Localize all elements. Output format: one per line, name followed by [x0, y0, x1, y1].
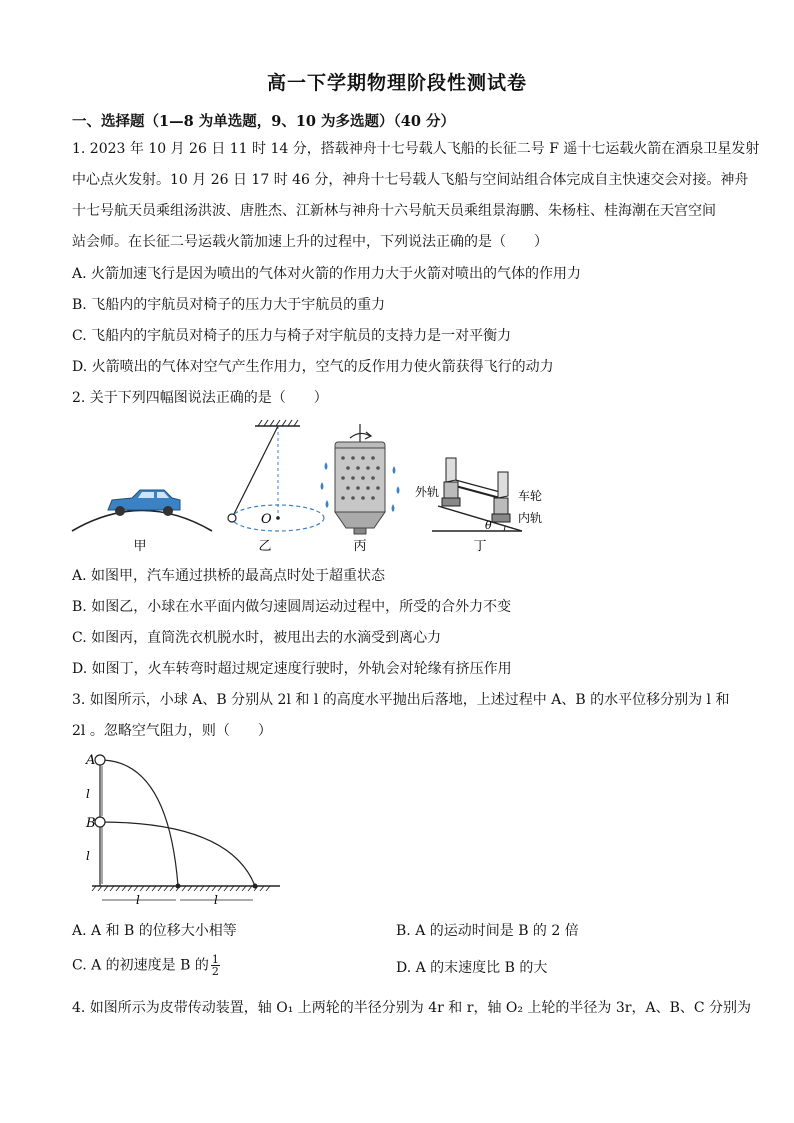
- q2-figure: [60, 418, 560, 558]
- figure-yi-conical-pendulum: [228, 420, 324, 554]
- section-heading: 一、选择题（1—8 为单选题，9、10 为多选题）（40 分）: [72, 113, 456, 130]
- ball-a-label: A: [86, 753, 96, 768]
- q2-stem: 2. 关于下列四幅图说法正确的是（ ）: [72, 390, 328, 406]
- q4-line-1: 4. 如图所示为皮带传动装置，轴 O₁ 上两轮的半径分别为 4r 和 r，轴 O₂ 上轮的半径为 3r，A、B、C 分别为: [72, 1000, 752, 1016]
- ball-b-label: B: [86, 816, 96, 831]
- figure-bing-spin-drum: [321, 424, 400, 554]
- q1-line-3: 十七号航天员乘组汤洪波、唐胜杰、江新林与神舟十六号航天员乘组景海鹏、朱杨柱、桂海潮在天宫空间: [72, 203, 716, 219]
- distance-label-2: l: [214, 893, 218, 907]
- caption-yi: 乙: [258, 539, 272, 554]
- q3-option-d: D. A 的末速度比 B 的大: [396, 960, 548, 976]
- q3-line-1: 3. 如图所示，小球 A、B 分别从 2l 和 l 的高度水平抛出后落地，上述过程中 A、B 的水平位移分别为 l 和: [72, 692, 730, 708]
- height-label-2: l: [86, 849, 90, 863]
- q2-option-b: B. 如图乙，小球在水平面内做匀速圆周运动过程中，所受的合外力不变: [72, 599, 512, 615]
- center-o-label: O: [261, 512, 272, 527]
- q1-line-2: 中心点火发射。10 月 26 日 17 时 46 分，神舟十七号载人飞船与空间站组合体完成自主快速交会对接。神舟: [72, 172, 749, 188]
- figure-jia-arch-bridge: [72, 490, 212, 554]
- q2-option-a: A. 如图甲，汽车通过拱桥的最高点时处于超重状态: [72, 568, 386, 584]
- height-label-1: l: [86, 787, 90, 801]
- q2-option-c: C. 如图丙，直筒洗衣机脱水时，被甩出去的水滴受到离心力: [72, 630, 442, 646]
- figure-ding-banked-track: [415, 458, 542, 554]
- q3-option-a: A. A 和 B 的位移大小相等: [72, 923, 237, 939]
- q2-option-d: D. 如图丁，火车转弯时超过规定速度行驶时，外轨会对轮缘有挤压作用: [72, 661, 512, 677]
- q3-figure: [80, 748, 290, 908]
- q1-line-1: 1. 2023 年 10 月 26 日 11 时 14 分，搭载神舟十七号载人飞船的长征二号 F 遥十七运载火箭在酒泉卫星发射: [72, 141, 760, 157]
- angle-theta: θ: [485, 519, 492, 532]
- q1-line-4: 站会师。在长征二号运载火箭加速上升的过程中，下列说法正确的是（ ）: [72, 234, 548, 250]
- inner-rail-label: 内轨: [518, 511, 543, 525]
- caption-bing: 丙: [353, 539, 367, 554]
- caption-jia: 甲: [133, 539, 147, 554]
- fraction-one-half: $\frac{1}{2}$: [211, 953, 219, 978]
- distance-label-1: l: [136, 893, 140, 907]
- wheel-label: 车轮: [518, 489, 543, 503]
- q3-option-c: [72, 954, 220, 977]
- q1-option-b: B. 飞船内的宇航员对椅子的压力大于宇航员的重力: [72, 297, 386, 313]
- q1-option-a: A. 火箭加速飞行是因为喷出的气体对火箭的作用力大于火箭对喷出的气体的作用力: [72, 266, 582, 282]
- q1-option-c: C. 飞船内的宇航员对椅子的压力与椅子对宇航员的支持力是一对平衡力: [72, 328, 512, 344]
- q3-line-2: 2l 。忽略空气阻力，则（ ）: [72, 723, 272, 739]
- caption-ding: 丁: [473, 539, 487, 554]
- q1-option-d: D. 火箭喷出的气体对空气产生作用力，空气的反作用力使火箭获得飞行的动力: [72, 359, 554, 375]
- outer-rail-label: 外轨: [415, 485, 440, 499]
- q3-option-c-prefix: C. A 的初速度是 B 的: [72, 957, 209, 974]
- car-icon: [108, 490, 180, 516]
- page-title: 高一下学期物理阶段性测试卷: [266, 72, 527, 94]
- q3-option-b: B. A 的运动时间是 B 的 2 倍: [396, 923, 579, 939]
